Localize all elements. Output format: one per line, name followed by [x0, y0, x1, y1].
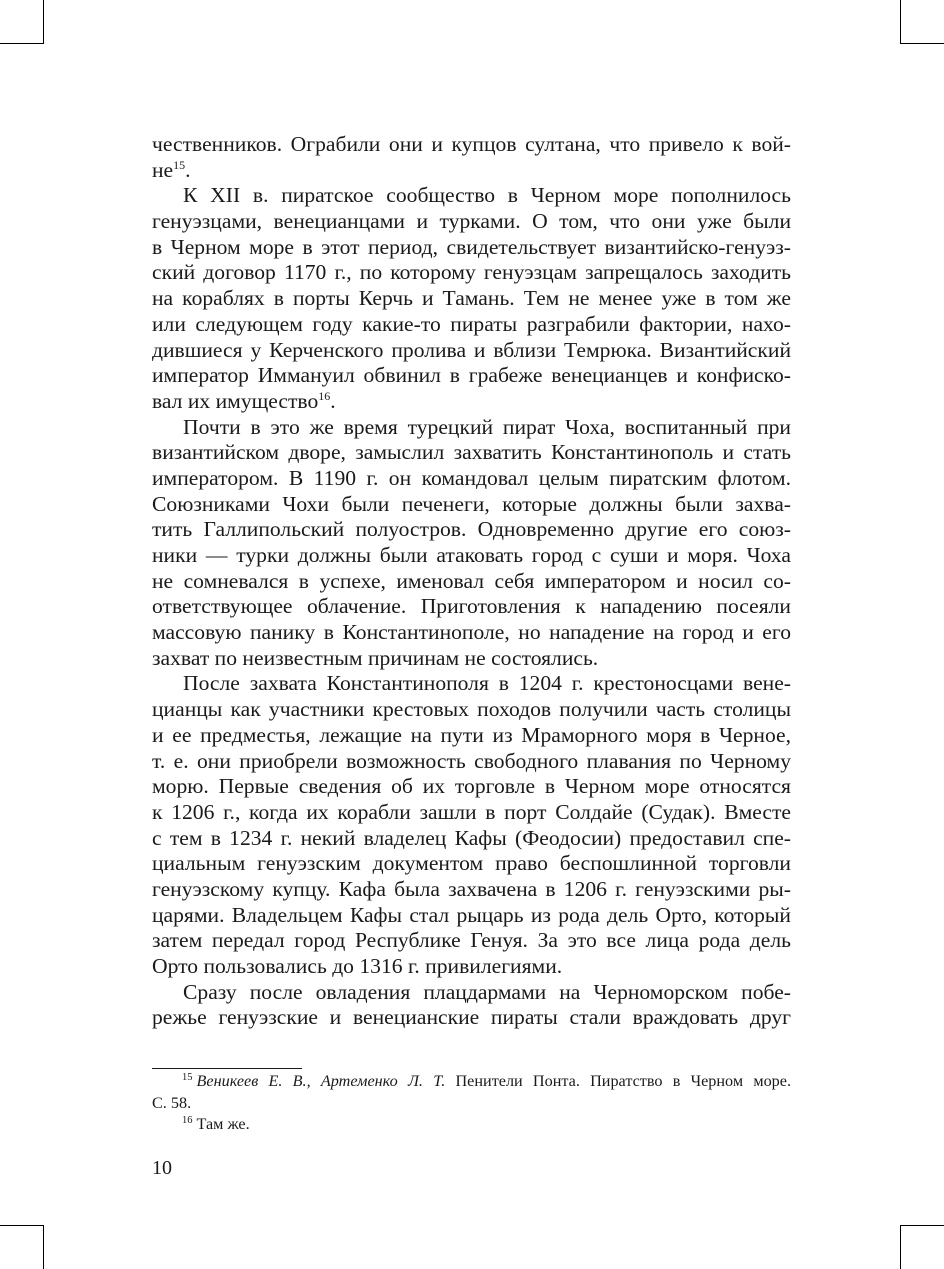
line-text: ский договор 1170 г., по которому генуэзцам запрещалось заходить: [152, 260, 791, 285]
line-text: не сомневался в успехе, именовал себя императором и носил со-: [152, 568, 791, 593]
text-line: [152, 646, 791, 672]
crop-mark: [900, 1225, 944, 1226]
crop-mark: [900, 0, 901, 44]
footnote-ref[interactable]: 16: [318, 388, 331, 403]
line-punct: .: [330, 388, 336, 413]
text-line: [152, 594, 791, 620]
crop-mark: [900, 43, 944, 44]
text-line: [152, 286, 791, 312]
line-text: не: [152, 157, 174, 182]
line-text: Союзниками Чохи были печенеги, которые должны были захва-: [152, 491, 791, 516]
line-text: Сразу после овладения плацдармами на Черноморском побе-: [183, 979, 791, 1004]
text-line: [152, 569, 791, 595]
footnote-16: [152, 1114, 791, 1136]
line-text: затем передал город Республике Генуя. За это все лица рода дель: [152, 928, 791, 953]
footnote-text: Там же.: [196, 1115, 250, 1133]
crop-mark: [43, 0, 44, 44]
text-line: [152, 774, 791, 800]
line-text: массовую панику в Константинополе, но нападение на город и его: [152, 620, 791, 645]
text-line: [152, 235, 791, 261]
line-text: и ее предместья, лежащие на пути из Мраморного моря в Черное,: [152, 722, 791, 747]
line-text: императором. В 1190 г. он командовал целым пиратским флотом.: [152, 465, 791, 490]
line-text: т. е. они приобрели возможность свободного плавания по Черному: [152, 748, 791, 773]
line-text: или следующем году какие-то пираты разграбили фактории, нахо-: [152, 311, 791, 336]
line-text: тить Галлипольский полуостров. Одновременно другие его союз-: [152, 517, 791, 542]
text-line: [152, 851, 791, 877]
text-line: [152, 620, 791, 646]
line-text: захват по неизвестным причинам не состоялись.: [152, 645, 599, 670]
line-text: цианцы как участники крестовых походов получили часть столицы: [152, 697, 791, 722]
line-text: с тем в 1234 г. некий владелец Кафы (Феодосии) предоставил спе-: [152, 825, 791, 850]
line-text: император Иммануил обвинил в грабеже венецианцев и конфиско-: [152, 363, 791, 388]
footnote-title: Пенители Понта. Пиратство в Черном море.: [445, 1072, 791, 1090]
text-line: [152, 260, 791, 286]
text-line: [152, 543, 791, 569]
line-text: циальным генуэзским документом право беспошлинной торговли: [152, 851, 791, 876]
line-text: к 1206 г., когда их корабли зашли в порт Солдайе (Судак). Вместе: [152, 799, 791, 824]
crop-mark: [900, 1225, 901, 1269]
text-line: [152, 1005, 791, 1031]
crop-mark: [43, 1225, 44, 1269]
line-text: К XII в. пиратское сообщество в Черном море пополнилось: [183, 183, 791, 208]
text-line: [152, 363, 791, 389]
text-line: [152, 338, 791, 364]
line-text: ответствующее облачение. Приготовления к нападению посеяли: [152, 594, 791, 619]
line-text: Почти в это же время турецкий пират Чоха, воспитанный при: [183, 414, 791, 439]
text-line: [152, 954, 791, 980]
footnote-15: [152, 1071, 791, 1093]
footnote-number: 16: [182, 1114, 193, 1126]
text-line: [152, 877, 791, 903]
line-text: генуэзскому купцу. Кафа была захвачена в 1206 г. генуэзскими ры-: [152, 876, 791, 901]
text-line: [152, 723, 791, 749]
text-line: [152, 800, 791, 826]
crop-mark: [0, 43, 44, 44]
text-line: [152, 158, 791, 184]
line-text: на кораблях в порты Керчь и Тамань. Тем не менее уже в том же: [152, 286, 791, 311]
footnote-number: 15: [182, 1071, 193, 1083]
text-line: [152, 697, 791, 723]
line-text: царями. Владельцем Кафы стал рыцарь из рода дель Орто, который: [152, 902, 791, 927]
body-text: [152, 132, 791, 1031]
line-punct: .: [185, 157, 191, 182]
text-line: [152, 415, 791, 441]
line-text: генуэзцами, венецианцами и турками. О том, что они уже были: [152, 209, 791, 234]
line-text: вал их имущество: [152, 388, 319, 413]
text-line: [152, 749, 791, 775]
text-line: [152, 671, 791, 697]
footnotes: [152, 1071, 791, 1136]
footnote-rule: [152, 1068, 302, 1069]
line-text: в Черном море в этот период, свидетельствует византийско-генуэз-: [152, 234, 791, 259]
crop-mark: [0, 1225, 44, 1226]
footnote-15-continued: С. 58.: [152, 1093, 192, 1112]
text-line: [152, 440, 791, 466]
line-text: чественников. Ограбили они и купцов султана, что привело к вой-: [152, 132, 791, 156]
line-text: После захвата Константинополя в 1204 г. крестоносцами вене-: [183, 671, 791, 696]
line-text: дившиеся у Керченского пролива и вблизи Темрюка. Византийский: [152, 337, 791, 362]
text-line: [152, 517, 791, 543]
text-line: [152, 209, 791, 235]
text-line: [152, 980, 791, 1006]
line-text: ники — турки должны были атаковать город с суши и моря. Чоха: [152, 543, 791, 567]
line-text: режье генуэзские и венецианские пираты стали враждовать друг: [152, 1005, 791, 1030]
line-text: морю. Первые сведения об их торговле в Черном море относятся: [152, 774, 791, 799]
footnote-ref[interactable]: 15: [173, 157, 186, 172]
text-line: [152, 826, 791, 852]
text-line: [152, 183, 791, 209]
line-text: Орто пользовались до 1316 г. привилегиями.: [152, 954, 563, 978]
text-line: [152, 903, 791, 929]
text-line: [152, 312, 791, 338]
text-line: [152, 389, 791, 415]
text-line: [152, 466, 791, 492]
text-line: [152, 928, 791, 954]
footnote-authors: Веникеев Е. В., Артеменко Л. Т.: [196, 1072, 446, 1090]
line-text: византийском дворе, замыслил захватить Константинополь и стать: [152, 440, 791, 465]
page-number: 10: [152, 1157, 172, 1179]
text-line: [152, 492, 791, 518]
text-line: [152, 132, 791, 158]
